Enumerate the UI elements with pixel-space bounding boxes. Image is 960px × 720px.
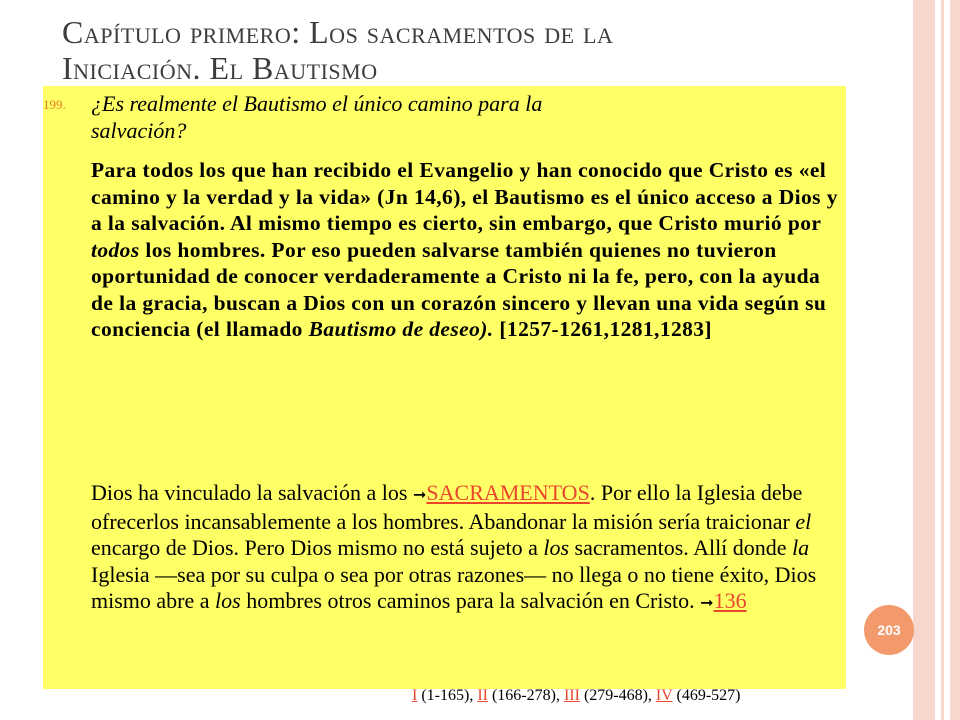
question-line1: ¿Es realmente el Bautismo el único camino para la: [91, 91, 543, 116]
answer1-emphasis: todos: [91, 237, 140, 262]
answer2-text: Dios ha vinculado la salvación a los: [91, 480, 413, 505]
nav-link-part-i[interactable]: I: [412, 687, 418, 704]
answer2-emphasis: los: [543, 535, 570, 560]
decorative-side-bar: [950, 0, 960, 720]
answer1-text: los hombres. Por eso pueden salvarse también quienes no tuvieron oportunidad de conocer verdaderamente a Cristo ni la fe, pero, con la ayuda de la gracia, buscan a Dios con un corazón sincero y llevan una vida según su conciencia (el llamado: [91, 237, 827, 341]
answer1-reference: [1257-1261,1281,1283]: [493, 317, 712, 341]
answer2-emphasis: los: [215, 588, 241, 613]
answer-paragraph-1: [91, 157, 841, 343]
question-line2: salvación?: [91, 118, 187, 143]
answer2-text: sacramentos. Allí donde: [569, 535, 793, 560]
answer2-emphasis: la: [792, 535, 810, 560]
decorative-side-bar: [941, 0, 944, 720]
answer-paragraph-2: [91, 480, 843, 617]
question-number: 199.: [43, 97, 66, 112]
nav-range: (166-278),: [487, 687, 564, 704]
answer1-emphasis: Bautismo de deseo).: [308, 317, 494, 341]
answer1-text: Para todos los que han recibido el Evangelio y han conocido que Cristo es «el camino y la verdad y la vida» (Jn 14,6), el Bautismo es el único acceso a Dios y a la salvación. Al mismo tiempo es cierto, sin embargo, que Cristo murió por: [91, 158, 838, 235]
answer2-text: . Por ello la Iglesia debe ofrecerlos incansablemente a los hombres. Abandonar la misión sería traicionar: [91, 480, 803, 534]
nav-range: (1-165),: [417, 687, 478, 704]
page-number: 203: [877, 622, 901, 638]
answer2-text: hombres otros caminos para la salvación en Cristo.: [240, 588, 701, 613]
nav-range: (279-468),: [579, 687, 656, 704]
decorative-side-bar: [913, 0, 935, 720]
sacramentos-link[interactable]: SACRAMENTOS: [426, 480, 590, 505]
slide-title-line2: Iniciación. El Bautismo: [62, 50, 378, 86]
question-136-link[interactable]: 136: [713, 588, 747, 613]
nav-link-part-iii[interactable]: III: [563, 687, 580, 704]
arrow-right-icon: ➞: [700, 593, 714, 612]
section-nav: [412, 687, 741, 705]
nav-range: (469-527): [672, 687, 741, 704]
slide-title: [62, 14, 782, 86]
page-number-badge: [864, 605, 914, 655]
question-text: [91, 90, 821, 144]
answer2-emphasis: el: [795, 508, 812, 534]
answer2-text: Iglesia —sea por su culpa o sea por otras razones— no llega o no tiene éxito, Dios mismo abre a: [91, 561, 817, 613]
nav-link-part-iv[interactable]: IV: [655, 687, 673, 704]
nav-link-part-ii[interactable]: II: [477, 687, 488, 704]
slide-title-line1: Capítulo primero: Los sacramentos de la: [62, 14, 614, 50]
answer2-text: encargo de Dios. Pero Dios mismo no está sujeto a: [91, 535, 544, 560]
arrow-right-icon: ➞: [412, 485, 427, 504]
